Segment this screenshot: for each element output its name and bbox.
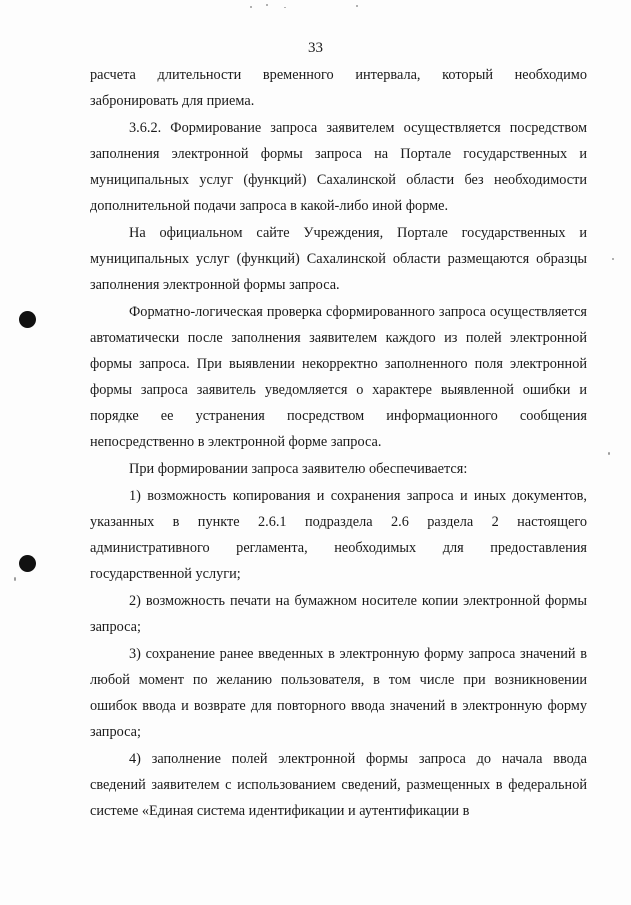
scan-speck bbox=[612, 258, 614, 260]
punch-hole-mark bbox=[19, 311, 36, 328]
page-number: 33 bbox=[308, 40, 323, 56]
scan-speck bbox=[284, 7, 286, 8]
paragraph: 1) возможность копирования и сохранения запроса и иных документов, указанных в пункте 2.6.1 подраздела 2.6 раздела 2 настоящего административного регламента, необходимых для предоставления государственной услуги; bbox=[90, 488, 587, 582]
paragraph: 3.6.2. Формирование запроса заявителем осуществляется посредством заполнения электронной формы запроса на Портале государственных и муниципальных услуг (функций) Сахалинской области без необходимости дополнительной подачи запроса в какой-либо иной форме. bbox=[90, 120, 587, 214]
paragraph: расчета длительности временного интервала, который необходимо забронировать для приема. bbox=[90, 67, 587, 109]
scan-speck bbox=[608, 452, 610, 455]
paragraph: Форматно-логическая проверка сформированного запроса осуществляется автоматически после заполнения заявителем каждого из полей электронной формы запроса. При выявлении некорректно заполненного поля электронной формы запроса заявитель уведомляется о характере выявленной ошибки и порядке ее устранения посредством информационного сообщения непосредственно в электронной форме запроса. bbox=[90, 304, 587, 450]
punch-hole-mark bbox=[19, 555, 36, 572]
paragraph: 3) сохранение ранее введенных в электронную форму запроса значений в любой момент по желанию пользователя, в том числе при возникновении ошибок ввода и возврате для повторного ввода значений в электронную форму запроса; bbox=[90, 646, 587, 740]
paragraph: При формировании запроса заявителю обеспечивается: bbox=[129, 461, 468, 477]
scan-speck bbox=[356, 5, 358, 7]
scan-speck bbox=[14, 577, 16, 581]
paragraph: На официальном сайте Учреждения, Портале государственных и муниципальных услуг (функций) Сахалинской области размещаются образцы заполнения электронной формы запроса. bbox=[90, 225, 587, 293]
paragraph: 2) возможность печати на бумажном носителе копии электронной формы запроса; bbox=[90, 593, 587, 635]
paragraph: 4) заполнение полей электронной формы запроса до начала ввода сведений заявителем с использованием сведений, размещенных в федеральной системе «Единая система идентификации и аутентификации в bbox=[90, 751, 587, 819]
scan-speck bbox=[266, 4, 268, 6]
scan-speck bbox=[250, 6, 252, 8]
body-text bbox=[90, 62, 587, 825]
